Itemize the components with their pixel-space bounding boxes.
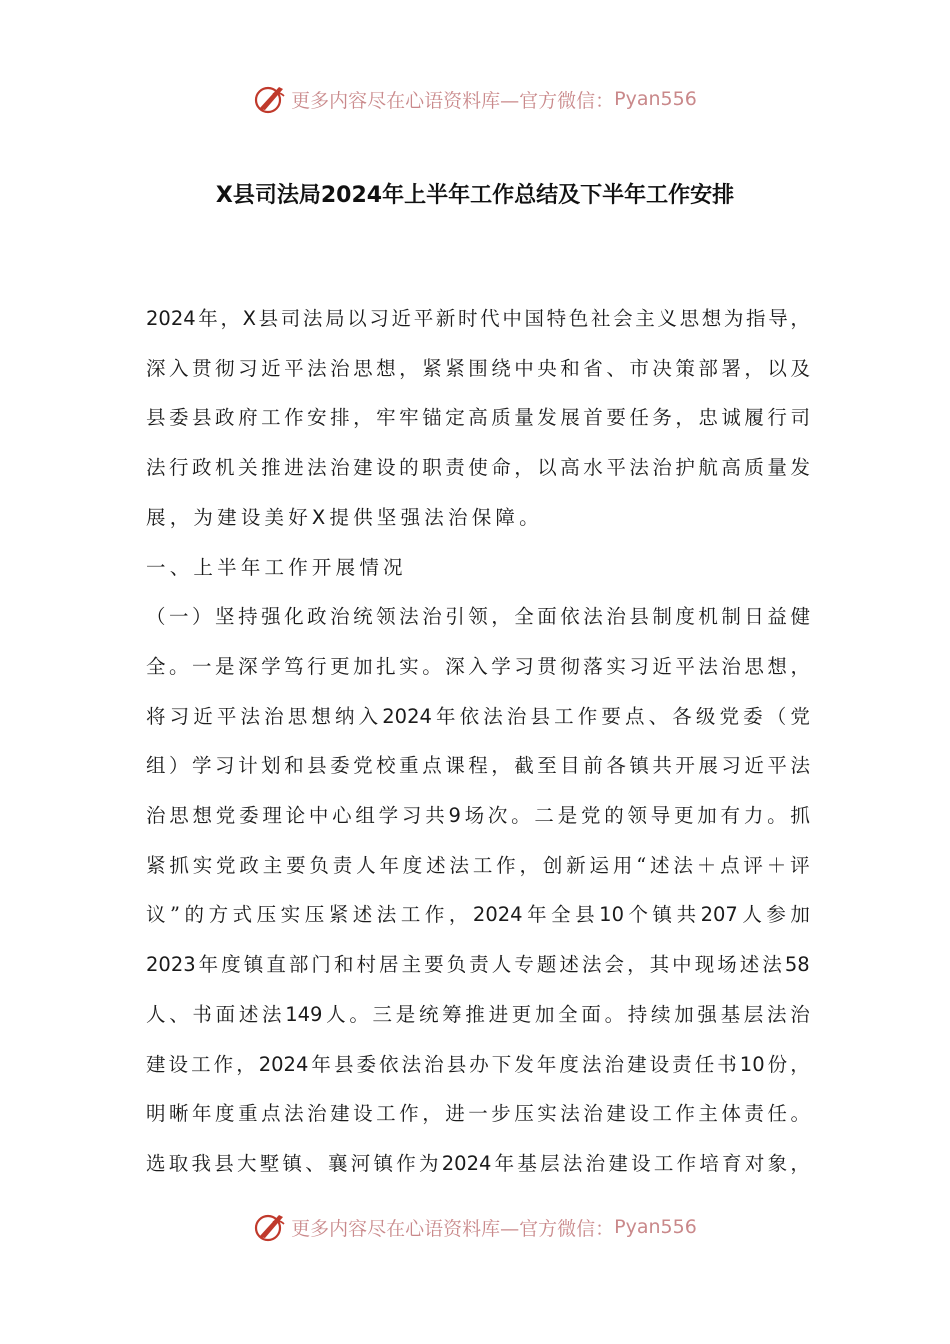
watermark-header	[0, 82, 950, 116]
body-line: 治 思 想 党 委 理 论 中 心 组 学 习 共 9 场 次 。 二 是 党 的 领 导 更 加 有 力 。 抓	[146, 804, 810, 828]
body-line: 议 ” 的 方 式 压 实 压 紧 述 法 工 作 ， 2024 年 全 县 10 个 镇 共 207 人 参 加	[146, 903, 810, 927]
body-line: 2023 年 度 镇 直 部 门 和 村 居 主 要 负 责 人 专 题 述 法 会 ， 其 中 现 场 述 法 58	[146, 953, 810, 977]
body-line: （ 一 ） 坚 持 强 化 政 治 统 领 法 治 引 领 ， 全 面 依 法 治 县 制 度 机 制 日 益 健	[146, 605, 810, 629]
quill-logo-icon	[253, 82, 287, 116]
body-line: 2024 年 ， X 县 司 法 局 以 习 近 平 新 时 代 中 国 特 色 社 会 主 义 思 想 为 指 导 ，	[146, 307, 810, 330]
body-line: 展 ， 为 建 设 美 好 X 提 供 坚 强 法 治 保 障 。	[146, 505, 539, 529]
body-line: 法 行 政 机 关 推 进 法 治 建 设 的 职 责 使 命 ， 以 高 水 平 法 治 护 航 高 质 量 发	[146, 456, 810, 480]
body-line: 县 委 县 政 府 工 作 安 排 ， 牢 牢 锚 定 高 质 量 发 展 首 要 任 务 ， 忠 诚 履 行 司	[146, 406, 810, 430]
body-line: 全 。 一 是 深 学 笃 行 更 加 扎 实 。 深 入 学 习 贯 彻 落 实 习 近 平 法 治 思 想 ，	[146, 654, 810, 678]
body-line: 紧 抓 实 党 政 主 要 负 责 人 年 度 述 法 工 作 ， 创 新 运 用 “ 述 法 ＋ 点 评 ＋ 评	[146, 853, 810, 877]
body-line: 深 入 贯 彻 习 近 平 法 治 思 想 ， 紧 紧 围 绕 中 央 和 省 、 市 决 策 部 署 ， 以 及	[146, 356, 810, 380]
body-line: 建 设 工 作 ， 2024 年 县 委 依 法 治 县 办 下 发 年 度 法 治 建 设 责 任 书 10 份 ，	[146, 1052, 810, 1076]
watermark-handle: Pyan556	[614, 1216, 697, 1238]
watermark-footer	[0, 1210, 950, 1244]
body-line: 人 、 书 面 述 法 149 人 。 三 是 统 筹 推 进 更 加 全 面 。 持 续 加 强 基 层 法 治	[146, 1002, 810, 1026]
body-line: 明 晰 年 度 重 点 法 治 建 设 工 作 ， 进 一 步 压 实 法 治 建 设 工 作 主 体 责 任 。	[146, 1102, 810, 1126]
body-line: 选 取 我 县 大 墅 镇 、 襄 河 镇 作 为 2024 年 基 层 法 治 建 设 工 作 培 育 对 象 ，	[146, 1151, 810, 1175]
watermark-text: 更多内容尽在心语资料库—官方微信：	[291, 89, 615, 112]
watermark-text: 更多内容尽在心语资料库—官方微信：	[291, 1217, 615, 1240]
quill-logo-icon	[253, 1210, 287, 1244]
watermark-handle: Pyan556	[614, 88, 697, 110]
document-body	[146, 294, 810, 1189]
body-line: 将 习 近 平 法 治 思 想 纳 入 2024 年 依 法 治 县 工 作 要 点 、 各 级 党 委 （ 党	[146, 704, 810, 728]
body-line: 一 、 上 半 年 工 作 开 展 情 况	[146, 555, 403, 579]
document-title: X县司法局2024年上半年工作总结及下半年工作安排	[215, 183, 735, 208]
body-line: 组 ） 学 习 计 划 和 县 委 党 校 重 点 课 程 ， 截 至 目 前 各 镇 共 开 展 习 近 平 法	[146, 754, 810, 778]
